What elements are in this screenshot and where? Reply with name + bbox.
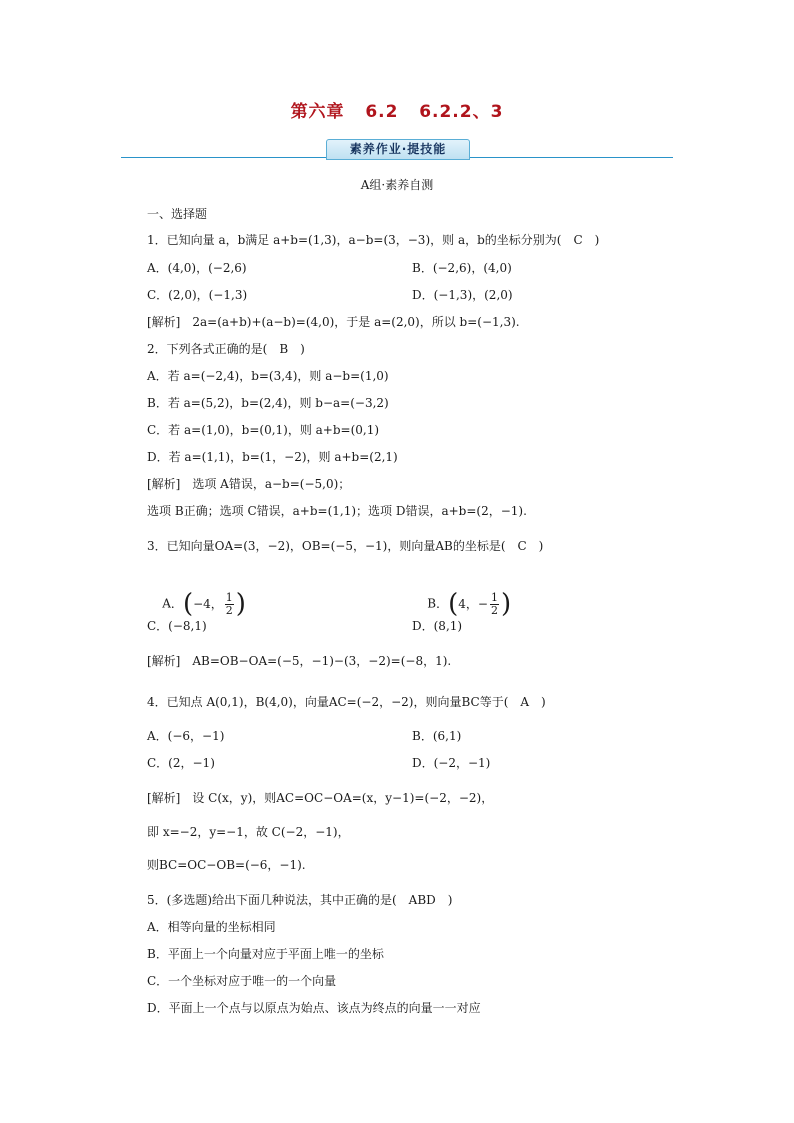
question-1: 1．已知向量 a，b满足 a+b=(1,3)，a−b=(3，−3)，则 a，b的坐标分别为( C ): [147, 233, 600, 247]
q1-option-d: D．(−1,3)，(2,0): [412, 288, 513, 302]
q1-option-c: C．(2,0)，(−1,3): [147, 288, 248, 302]
q2-option-a: A．若 a=(−2,4)，b=(3,4)，则 a−b=(1,0): [147, 369, 389, 383]
q2-option-b: B．若 a=(5,2)，b=(2,4)，则 b−a=(−3,2): [147, 396, 389, 410]
right-paren: ): [235, 589, 246, 619]
q3-option-d: D．(8,1): [412, 619, 463, 633]
q1-explanation: [解析] 2a=(a+b)+(a−b)=(4,0)，于是 a=(2,0)，所以 b=(−1,3).: [147, 315, 520, 329]
right-paren: ): [500, 589, 512, 619]
q4-explanation-1: [解析] 设 C(x，y)，则AC=OC−OA=(x，y−1)=(−2，−2)，: [147, 791, 494, 805]
q3-a-term: −4，: [193, 597, 223, 611]
q4-option-a: A．(−6，−1): [147, 729, 225, 743]
fraction-numerator: 1: [225, 590, 233, 604]
part-heading: 一、选择题: [147, 207, 208, 221]
q2-explanation-2: 选项 B正确；选项 C错误，a+b=(1,1)；选项 D错误，a+b=(2，−1).: [147, 504, 527, 518]
fraction-denominator: 2: [225, 603, 233, 617]
q4-option-b: B．(6,1): [412, 729, 462, 743]
left-paren: (: [448, 589, 459, 619]
question-2: 2．下列各式正确的是( B ): [147, 342, 305, 356]
fraction-denominator: 2: [490, 603, 498, 617]
q2-explanation-1: [解析] 选项 A错误，a−b=(−5,0)；: [147, 477, 351, 491]
q3-option-a-label: A．: [162, 596, 183, 611]
q4-explanation-2: 即 x=−2，y=−1，故 C(−2，−1)，: [147, 825, 350, 839]
q4-explanation-3: 则BC=OC−OB=(−6，−1).: [147, 858, 306, 872]
q3-option-b-expr: [448, 591, 511, 617]
q5-option-b: B．平面上一个向量对应于平面上唯一的坐标: [147, 947, 384, 961]
question-5: 5．(多选题)给出下面几种说法，其中正确的是( ABD ): [147, 893, 453, 907]
q2-option-c: C．若 a=(1,0)，b=(0,1)，则 a+b=(0,1): [147, 423, 380, 437]
q3-b-term: 4，−: [458, 597, 488, 611]
question-3: 3．已知向量OA=(3，−2)，OB=(−5，−1)，则向量AB的坐标是( C ): [147, 539, 544, 553]
q4-option-d: D．(−2，−1): [412, 756, 491, 770]
fraction: [490, 592, 499, 617]
fraction: [225, 592, 234, 617]
q2-option-d: D．若 a=(1,1)，b=(1，−2)，则 a+b=(2,1): [147, 450, 398, 464]
q4-option-c: C．(2，−1): [147, 756, 215, 770]
q3-option-c: C．(−8,1): [147, 619, 207, 633]
q1-option-b: B．(−2,6)，(4,0): [412, 261, 512, 275]
q3-option-a-expr: [183, 591, 246, 617]
q3-option-b-label: B．: [427, 596, 449, 611]
q3-explanation: [解析] AB=OB−OA=(−5，−1)−(3，−2)=(−8，1).: [147, 654, 452, 668]
chapter-title: 第六章 6.2 6.2.2、3: [290, 102, 504, 122]
q5-option-a: A．相等向量的坐标相同: [147, 920, 276, 934]
q5-option-d: D．平面上一个点与以原点为始点、该点为终点的向量一一对应: [147, 1001, 481, 1015]
question-4: 4．已知点 A(0,1)，B(4,0)，向量AC=(−2，−2)，则向量BC等于( A ): [147, 695, 546, 709]
q5-option-c: C．一个坐标对应于唯一的一个向量: [147, 974, 337, 988]
left-paren: (: [182, 589, 194, 619]
group-heading: A组·素养自测: [360, 178, 434, 192]
fraction-numerator: 1: [490, 590, 498, 604]
section-banner: 素养作业·提技能: [326, 139, 470, 160]
q1-option-a: A．(4,0)，(−2,6): [147, 261, 247, 275]
